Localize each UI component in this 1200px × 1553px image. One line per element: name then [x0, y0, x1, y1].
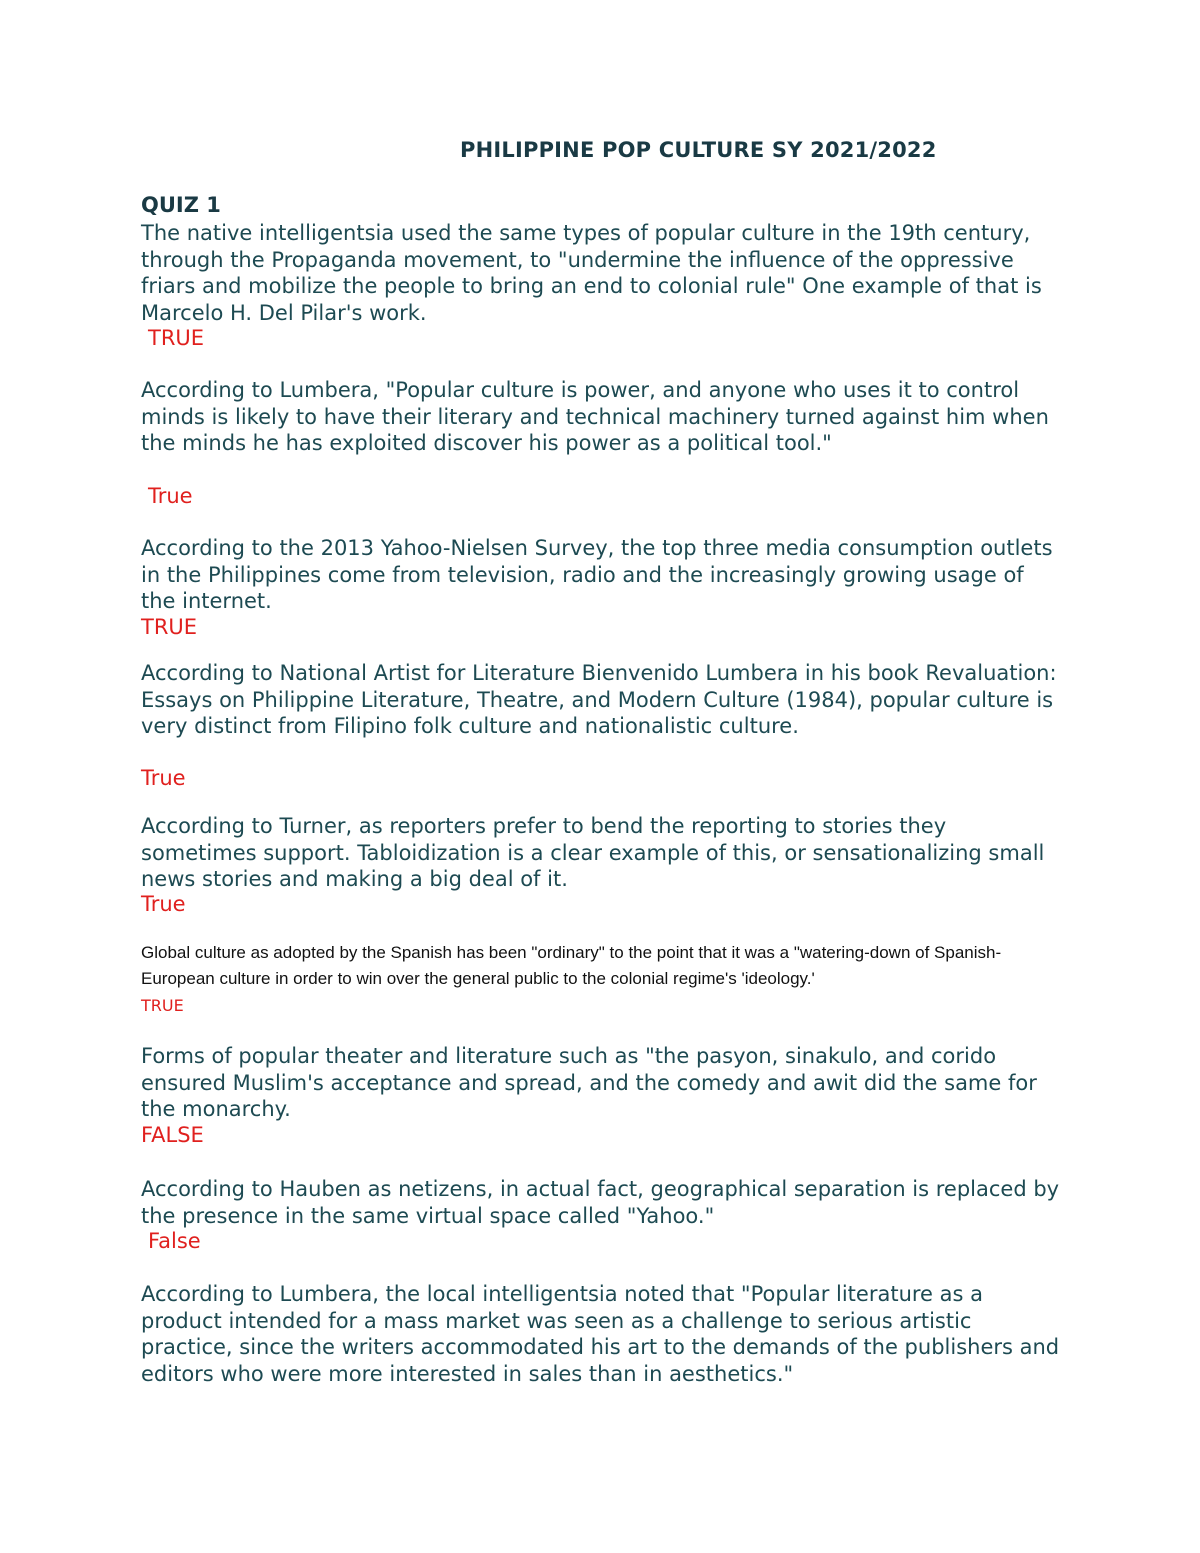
- question-text: Forms of popular theater and literature such as "the pasyon, sinakulo, and corido ensured Muslim's acceptance and spread, and the comedy and awit did the same for the monarchy.: [141, 1044, 1037, 1121]
- answer-text: False: [148, 1229, 201, 1253]
- question-text: According to Lumbera, the local intelligentsia noted that "Popular literature as a product intended for a mass market was seen as a challenge to serious artistic practice, since the writers accommodated his art to the demands of the publishers and editors who were more interested in sales than in aesthetics.": [141, 1282, 1060, 1386]
- answer-text: True: [141, 892, 186, 916]
- question-text: According to Hauben as netizens, in actual fact, geographical separation is replaced by the presence in the same virtual space called "Yahoo.": [141, 1177, 1060, 1228]
- answer-text: TRUE: [148, 326, 205, 350]
- answer-text: TRUE: [141, 996, 184, 1015]
- answer-text: FALSE: [141, 1123, 204, 1147]
- answer-text: True: [148, 484, 193, 508]
- question-text: The native intelligentsia used the same types of popular culture in the 19th century, through the Propaganda movement, to "undermine the influence of the oppressive friars and mobilize the people to bring an end to colonial rule" One example of that is Marcelo H. Del Pilar's work.: [141, 221, 1042, 325]
- question-text: According to National Artist for Literature Bienvenido Lumbera in his book Revaluation: Essays on Philippine Literature, Theatre, and Modern Culture (1984), popular culture is very distinct from Filipino folk culture and nationalistic culture.: [141, 661, 1057, 738]
- question-text: According to the 2013 Yahoo-Nielsen Survey, the top three media consumption outlets in the Philippines come from television, radio and the increasingly growing usage of the internet.: [141, 536, 1053, 613]
- quiz-heading: QUIZ 1: [141, 193, 221, 217]
- document-title: PHILIPPINE POP CULTURE SY 2021/2022: [460, 138, 937, 162]
- question-text: Global culture as adopted by the Spanish has been "ordinary" to the point that it was a "watering-down of Spanish-European culture in order to win over the general public to the colonial regime's 'ideology.': [141, 943, 1002, 988]
- answer-text: TRUE: [141, 615, 198, 639]
- question-text: According to Turner, as reporters prefer to bend the reporting to stories they sometimes support. Tabloidization is a clear example of this, or sensationalizing small news stories and making a big deal of it.: [141, 814, 1045, 891]
- answer-text: True: [141, 766, 186, 790]
- question-text: According to Lumbera, "Popular culture is power, and anyone who uses it to control minds is likely to have their literary and technical machinery turned against him when the minds he has exploited discover his power as a political tool.": [141, 378, 1049, 455]
